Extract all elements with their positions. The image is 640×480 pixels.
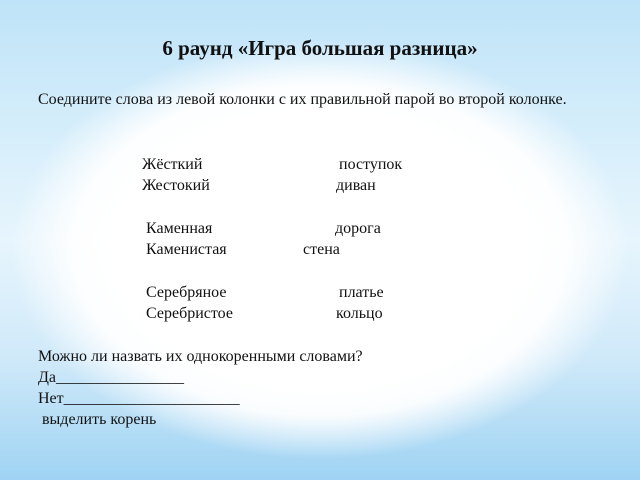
instruction-text: Соедините слова из левой колонки с их правильной парой во второй колонке.	[38, 91, 567, 108]
right-column-word: платье	[339, 284, 384, 301]
left-column-word: Серебряное	[146, 284, 227, 301]
right-column-word: диван	[336, 177, 376, 194]
answer-no-line: Нет______________________	[38, 390, 240, 407]
question-text: Можно ли назвать их однокоренными словами?	[38, 348, 363, 365]
left-column-word: Жестокий	[142, 177, 210, 194]
left-column-word: Жёсткий	[142, 156, 203, 173]
question-block	[38, 346, 363, 430]
right-column-word: кольцо	[336, 305, 383, 322]
left-column-word: Каменистая	[146, 241, 227, 258]
answer-yes-line: Да________________	[38, 369, 185, 386]
right-column-word: стена	[303, 241, 340, 258]
left-column-word: Серебристое	[146, 305, 233, 322]
right-column-word: поступок	[339, 156, 403, 173]
right-column-word: дорога	[335, 220, 381, 237]
left-column-word: Каменная	[146, 220, 213, 237]
highlight-root-task: выделить корень	[38, 411, 157, 428]
slide-title: 6 раунд «Игра большая разница»	[162, 36, 478, 60]
